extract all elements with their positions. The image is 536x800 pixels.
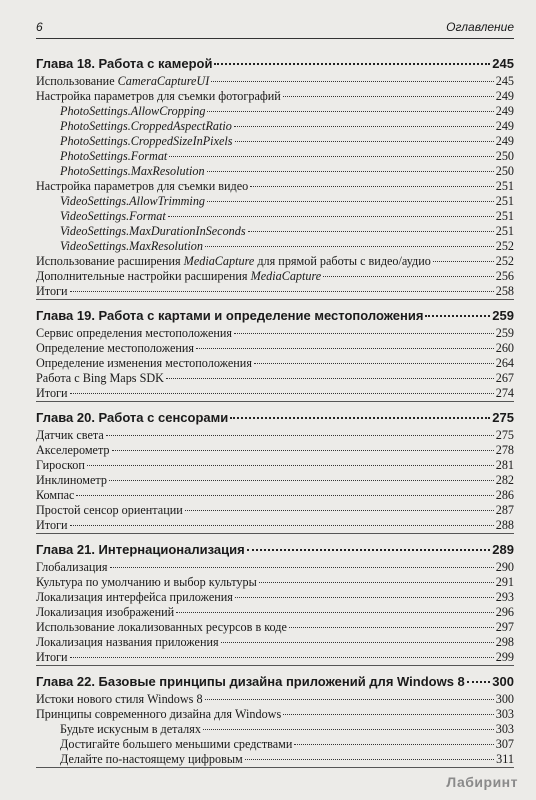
toc-entry[interactable] [36, 284, 514, 299]
entry-title-part: Использование [36, 74, 118, 88]
chapter-title-row[interactable] [36, 308, 514, 326]
dot-leader [112, 450, 494, 451]
entry-page-number: 287 [495, 503, 514, 517]
entry-title-part: Локализация интерфейса приложения [36, 590, 233, 604]
toc-entry[interactable] [36, 254, 514, 269]
dot-leader [207, 111, 493, 112]
chapter-title: Глава 20. Работа с сенсорами [36, 410, 229, 425]
chapter-section [36, 56, 514, 300]
dot-leader [323, 276, 494, 277]
chapter-title-row[interactable] [36, 674, 514, 692]
entry-title-part: Итоги [36, 284, 68, 298]
entry-title-italic-part: CameraCaptureUI [117, 74, 210, 88]
dot-leader [259, 582, 494, 583]
chapter-section [36, 674, 514, 768]
toc-entry[interactable] [36, 737, 514, 752]
dot-leader [185, 510, 494, 511]
entry-title [36, 254, 431, 269]
entry-page-number: 249 [495, 134, 514, 148]
entry-title-italic-part: PhotoSettings.MaxResolution [60, 164, 205, 178]
entry-page-number: 251 [495, 179, 514, 193]
entry-title-part: Определение изменения местоположения [36, 356, 252, 370]
entry-page-number: 250 [495, 164, 514, 178]
entry-page-number: 300 [495, 692, 514, 706]
dot-leader [234, 333, 494, 334]
entry-page-number: 307 [495, 737, 514, 751]
entry-title [36, 386, 68, 401]
chapter-page-number: 259 [492, 308, 514, 323]
entry-page-number: 293 [495, 590, 514, 604]
entry-page-number: 258 [495, 284, 514, 298]
chapter-page-number: 245 [492, 56, 514, 71]
entry-title-part: Будьте искусным в деталях [60, 722, 201, 736]
entry-title-part: Компас [36, 488, 75, 502]
entry-title-italic-part: PhotoSettings.CroppedSizeInPixels [60, 134, 233, 148]
entry-page-number: 251 [495, 224, 514, 238]
entry-page-number: 281 [495, 458, 514, 472]
entry-title [60, 752, 243, 767]
chapter-title-row[interactable] [36, 56, 514, 74]
entry-title [36, 284, 68, 299]
entry-title [36, 488, 74, 503]
toc-entry[interactable] [36, 458, 514, 473]
entry-title-part: Принципы современного дизайна для Windows [36, 707, 282, 721]
dot-leader [254, 363, 494, 364]
entry-title [36, 605, 174, 620]
dot-leader [205, 246, 494, 247]
entry-page-number: 288 [495, 518, 514, 532]
entry-title-italic-part: VideoSettings.Format [60, 209, 166, 223]
toc-entry[interactable] [36, 239, 514, 254]
entry-page-number: 311 [496, 752, 514, 766]
dot-leader [283, 714, 494, 715]
toc-entry[interactable] [36, 518, 514, 533]
dot-leader [211, 81, 493, 82]
toc-entry[interactable] [36, 74, 514, 89]
entry-page-number: 298 [495, 635, 514, 649]
entry-page-number: 299 [495, 650, 514, 664]
chapter-title: Глава 22. Базовые принципы дизайна приложений для Windows 8 [36, 674, 465, 689]
toc-entry[interactable] [36, 179, 514, 194]
dot-leader [205, 699, 494, 700]
toc-entry[interactable] [36, 473, 514, 488]
page-number: 6 [36, 20, 43, 34]
toc-entry[interactable] [36, 722, 514, 737]
dot-leader [433, 261, 494, 262]
entry-title-italic-part: VideoSettings.MaxResolution [60, 239, 203, 253]
entry-title-italic-part: PhotoSettings.Format [60, 149, 168, 163]
entry-title [36, 707, 281, 722]
dot-leader [245, 759, 494, 760]
chapter-page-number: 300 [492, 674, 514, 689]
entry-title-part: Инклинометр [36, 473, 107, 487]
entry-title-part: Сервис определения местоположения [36, 326, 233, 340]
toc-entry[interactable] [36, 560, 514, 575]
chapter-title: Глава 19. Работа с картами и определение местоположения [36, 308, 424, 323]
entry-title [60, 194, 205, 209]
entry-title [36, 575, 257, 590]
toc-entry[interactable] [36, 326, 514, 341]
entry-page-number: 274 [495, 386, 514, 400]
entry-title [36, 620, 287, 635]
entry-title [60, 164, 205, 179]
dot-leader [70, 393, 494, 394]
entry-title [36, 179, 248, 194]
page-header [36, 18, 514, 39]
dot-leader [176, 612, 494, 613]
entry-title-part: Датчик света [36, 428, 104, 442]
entry-title [60, 209, 166, 224]
chapter-page-number: 289 [492, 542, 514, 557]
entry-page-number: 259 [495, 326, 514, 340]
entry-page-number: 252 [495, 254, 514, 268]
dot-leader [235, 141, 494, 142]
entry-title [36, 560, 108, 575]
table-of-contents [36, 52, 514, 776]
dot-leader [425, 315, 490, 317]
entry-page-number: 286 [495, 488, 514, 502]
dot-leader [109, 480, 494, 481]
entry-title [36, 590, 233, 605]
entry-page-number: 264 [495, 356, 514, 370]
toc-entry[interactable] [36, 635, 514, 650]
entry-page-number: 252 [495, 239, 514, 253]
entry-title-part: Итоги [36, 650, 68, 664]
entry-title [60, 722, 201, 737]
entry-title-part: Работа с Bing Maps SDK [36, 371, 164, 385]
chapter-title-row[interactable] [36, 542, 514, 560]
dot-leader [70, 525, 494, 526]
entry-title [60, 134, 233, 149]
entry-title [36, 74, 209, 89]
entry-title [36, 428, 104, 443]
toc-entry[interactable] [36, 371, 514, 386]
chapter-page-number: 275 [492, 410, 514, 425]
entry-page-number: 303 [495, 722, 514, 736]
toc-entry[interactable] [36, 89, 514, 104]
chapter-section [36, 410, 514, 534]
entry-title-italic-part: PhotoSettings.AllowCropping [60, 104, 206, 118]
entry-title-part: Настройка параметров для съемки фотографий [36, 89, 281, 103]
entry-title [60, 239, 203, 254]
dot-leader [76, 495, 493, 496]
entry-page-number: 282 [495, 473, 514, 487]
entry-title [36, 269, 321, 284]
entry-title-italic-part: MediaCapture [250, 269, 322, 283]
dot-leader [248, 231, 494, 232]
toc-entry[interactable] [36, 575, 514, 590]
toc-entry[interactable] [36, 692, 514, 707]
toc-entry[interactable] [36, 194, 514, 209]
entry-title-part: Делайте по-настоящему цифровым [60, 752, 243, 766]
toc-entry[interactable] [36, 119, 514, 134]
entry-page-number: 278 [495, 443, 514, 457]
dot-leader [294, 744, 493, 745]
entry-title-part: Акселерометр [36, 443, 110, 457]
entry-page-number: 291 [495, 575, 514, 589]
entry-title-italic-part: PhotoSettings.CroppedAspectRatio [60, 119, 232, 133]
entry-title [36, 650, 68, 665]
entry-page-number: 260 [495, 341, 514, 355]
toc-entry[interactable] [36, 488, 514, 503]
dot-leader [87, 465, 494, 466]
entry-title-part: Использование расширения [36, 254, 184, 268]
entry-title-part: Культура по умолчанию и выбор культуры [36, 575, 257, 589]
entry-page-number: 297 [495, 620, 514, 634]
entry-page-number: 251 [495, 194, 514, 208]
entry-title [36, 443, 110, 458]
dot-leader [110, 567, 494, 568]
entry-title [36, 89, 281, 104]
chapter-section [36, 308, 514, 402]
entry-title [36, 341, 194, 356]
toc-entry[interactable] [36, 134, 514, 149]
entry-page-number: 256 [495, 269, 514, 283]
entry-title [60, 119, 232, 134]
dot-leader [207, 201, 494, 202]
entry-title [36, 518, 68, 533]
dot-leader [196, 348, 494, 349]
entry-page-number: 267 [495, 371, 514, 385]
entry-title-part: Локализация изображений [36, 605, 175, 619]
entry-title-part: Простой сенсор ориентации [36, 503, 183, 517]
dot-leader [70, 657, 494, 658]
entry-title [36, 371, 164, 386]
dot-leader [221, 642, 494, 643]
entry-title-part: Настройка параметров для съемки видео [36, 179, 249, 193]
entry-title [36, 458, 85, 473]
entry-title-part: Итоги [36, 518, 68, 532]
chapter-title: Глава 21. Интернационализация [36, 542, 245, 557]
entry-title [36, 473, 107, 488]
dot-leader [467, 681, 491, 683]
entry-page-number: 251 [495, 209, 514, 223]
toc-entry[interactable] [36, 149, 514, 164]
toc-entry[interactable] [36, 752, 514, 767]
toc-entry[interactable] [36, 356, 514, 371]
entry-title-italic-part: VideoSettings.AllowTrimming [60, 194, 206, 208]
entry-title-part: Итоги [36, 386, 68, 400]
toc-entry[interactable] [36, 605, 514, 620]
entry-title-part: Использование локализованных ресурсов в коде [36, 620, 287, 634]
entry-title-part: Гироскоп [36, 458, 85, 472]
dot-leader [247, 549, 491, 551]
toc-entry[interactable] [36, 209, 514, 224]
entry-title [60, 149, 167, 164]
entry-page-number: 303 [495, 707, 514, 721]
entry-page-number: 296 [495, 605, 514, 619]
toc-entry[interactable] [36, 503, 514, 518]
toc-entry[interactable] [36, 164, 514, 179]
entry-title [36, 326, 232, 341]
dot-leader [230, 417, 490, 419]
dot-leader [70, 291, 494, 292]
dot-leader [166, 378, 494, 379]
entry-title-part: Достигайте большего меньшими средствами [60, 737, 293, 751]
toc-entry[interactable] [36, 590, 514, 605]
dot-leader [106, 435, 494, 436]
dot-leader [289, 627, 494, 628]
dot-leader [283, 96, 494, 97]
toc-entry[interactable] [36, 443, 514, 458]
toc-entry[interactable] [36, 104, 514, 119]
toc-entry[interactable] [36, 707, 514, 722]
entry-page-number: 249 [495, 119, 514, 133]
entry-title-part: Локализация названия приложения [36, 635, 219, 649]
entry-title-italic-part: VideoSettings.MaxDurationInSeconds [60, 224, 246, 238]
dot-leader [234, 126, 494, 127]
dot-leader [207, 171, 494, 172]
toc-entry[interactable] [36, 269, 514, 284]
entry-title-part: Истоки нового стиля Windows 8 [36, 692, 203, 706]
toc-entry[interactable] [36, 650, 514, 665]
entry-title [60, 224, 246, 239]
section-name: Оглавление [446, 20, 514, 34]
entry-title [36, 503, 183, 518]
entry-title-part: Дополнительные настройки расширения [36, 269, 251, 283]
chapter-title: Глава 18. Работа с камерой [36, 56, 213, 71]
toc-entry[interactable] [36, 341, 514, 356]
entry-title [60, 104, 205, 119]
dot-leader [203, 729, 494, 730]
toc-entry[interactable] [36, 428, 514, 443]
toc-entry[interactable] [36, 224, 514, 239]
dot-leader [214, 63, 490, 65]
entry-page-number: 290 [495, 560, 514, 574]
entry-title [36, 635, 219, 650]
dot-leader [168, 216, 494, 217]
toc-entry[interactable] [36, 386, 514, 401]
entry-page-number: 249 [495, 89, 514, 103]
entry-title-part: для прямой работы с видео/аудио [254, 254, 431, 268]
entry-title [60, 737, 292, 752]
entry-page-number: 275 [495, 428, 514, 442]
entry-title [36, 692, 203, 707]
chapter-section [36, 542, 514, 666]
dot-leader [169, 156, 493, 157]
chapter-title-row[interactable] [36, 410, 514, 428]
entry-title-italic-part: MediaCapture [183, 254, 255, 268]
entry-page-number: 245 [495, 74, 514, 88]
entry-title-part: Глобализация [36, 560, 108, 574]
entry-page-number: 249 [495, 104, 514, 118]
toc-entry[interactable] [36, 620, 514, 635]
dot-leader [235, 597, 494, 598]
watermark-logo: Лабиринт [446, 774, 518, 790]
entry-title [36, 356, 252, 371]
entry-title-part: Определение местоположения [36, 341, 195, 355]
entry-page-number: 250 [495, 149, 514, 163]
dot-leader [250, 186, 493, 187]
